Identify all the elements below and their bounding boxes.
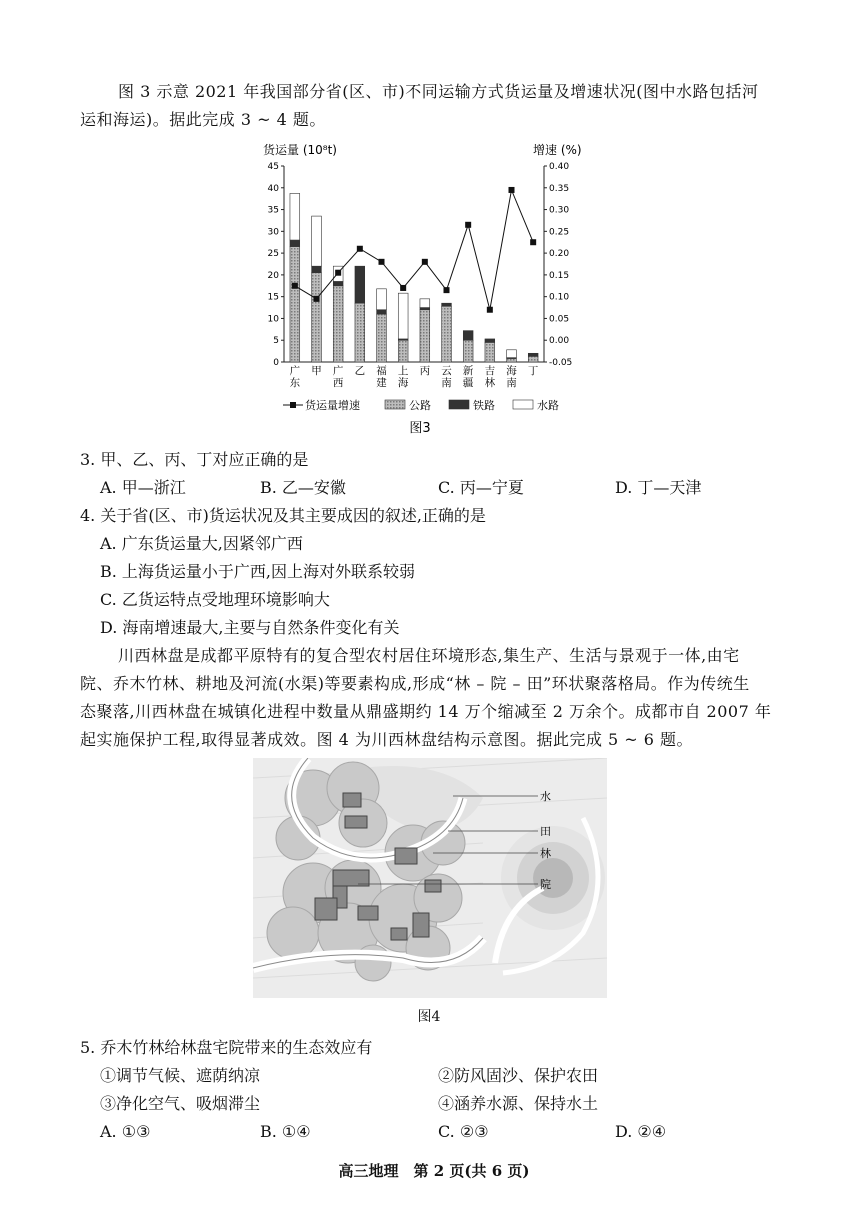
y2-ticks xyxy=(544,162,572,368)
x-tick-label: 广 xyxy=(332,365,344,377)
bar-road xyxy=(290,247,300,362)
y-tick-label: 25 xyxy=(267,249,279,260)
bar-rail xyxy=(442,303,452,306)
q3-option-b[interactable]: B. 乙—安徽 xyxy=(260,478,346,497)
y-tick-label: 40 xyxy=(267,183,279,194)
x-tick-label: 丙 xyxy=(419,365,431,377)
x-tick-label: 上 xyxy=(397,365,409,377)
growth-point xyxy=(379,259,385,265)
y-axis-label: 货运量 (10⁸t) xyxy=(263,143,337,157)
x-tick-label: 海 xyxy=(397,377,409,389)
bar-rail xyxy=(485,339,495,342)
bar-water xyxy=(420,299,430,308)
bar-road xyxy=(507,359,517,362)
y2-tick-label: 0.40 xyxy=(549,162,570,172)
page-footer: 高三地理 第 2 页(共 6 页) xyxy=(338,1162,530,1180)
figure-4-diagram xyxy=(253,758,607,998)
x-tick-labels xyxy=(290,364,539,389)
y2-tick-label: 0.25 xyxy=(549,227,570,238)
growth-point xyxy=(487,307,493,313)
legend-road: 公路 xyxy=(409,399,431,412)
q5-stem: 5. 乔木竹林给林盘宅院带来的生态效应有 xyxy=(80,1038,373,1057)
growth-point xyxy=(357,246,363,252)
q5-statement-2: ②防风固沙、保护农田 xyxy=(438,1066,599,1085)
bar-road xyxy=(442,306,452,362)
y-tick-label: 15 xyxy=(267,292,279,303)
q5-option-c[interactable]: C. ②③ xyxy=(438,1122,489,1141)
bar-rail xyxy=(377,310,387,314)
bar-rail xyxy=(290,240,300,247)
bar-road xyxy=(463,340,473,362)
bar-road xyxy=(485,342,495,362)
label-field: 田 xyxy=(540,825,551,838)
growth-line xyxy=(295,190,533,310)
y-ticks xyxy=(268,162,284,368)
x-tick-label: 丁 xyxy=(527,365,539,377)
chart-legend xyxy=(283,398,559,412)
q4-option-b[interactable]: B. 上海货运量小于广西,因上海对外联系较弱 xyxy=(100,562,416,581)
figure-3-chart xyxy=(255,140,585,440)
y-tick-label: 45 xyxy=(267,162,279,172)
y-tick-label: 35 xyxy=(267,205,279,216)
growth-point xyxy=(422,259,428,265)
x-tick-label: 南 xyxy=(441,377,452,389)
bar-rail xyxy=(333,281,343,285)
growth-point xyxy=(530,239,536,245)
bar-water xyxy=(398,293,408,339)
y-tick-label: 20 xyxy=(267,270,279,281)
growth-point xyxy=(509,187,515,193)
intro-3-line1: 图 3 示意 2021 年我国部分省(区、市)不同运输方式货运量及增速状况(图中水路包括河 xyxy=(118,82,759,101)
legend-water: 水路 xyxy=(537,399,559,412)
figure-3-caption: 图3 xyxy=(409,421,431,436)
x-tick-label: 云 xyxy=(441,365,452,377)
y-tick-label: 0 xyxy=(273,358,279,368)
growth-point xyxy=(400,285,406,291)
bar-rail xyxy=(312,266,322,273)
bar-road xyxy=(312,273,322,362)
growth-point xyxy=(292,283,298,289)
y2-tick-label: -0.05 xyxy=(549,358,573,368)
label-forest: 林 xyxy=(540,847,551,860)
growth-line-layer xyxy=(292,187,536,313)
x-tick-label: 西 xyxy=(332,377,344,389)
y2-axis-label: 增速 (%) xyxy=(533,143,582,157)
y-tick-label: 5 xyxy=(273,336,279,347)
q4-option-c[interactable]: C. 乙货运特点受地理环境影响大 xyxy=(100,590,330,609)
bar-road xyxy=(333,286,343,362)
y2-tick-label: 0.10 xyxy=(549,292,570,303)
intro-5-line1: 川西林盘是成都平原特有的复合型农村居住环境形态,集生产、生活与景观于一体,由宅 xyxy=(118,646,740,665)
legend-rail: 铁路 xyxy=(473,399,495,412)
q5-statement-3: ③净化空气、吸烟滞尘 xyxy=(100,1094,261,1113)
q5-option-d[interactable]: D. ②④ xyxy=(615,1122,667,1141)
x-tick-label: 甲 xyxy=(311,365,322,377)
figure-4-caption: 图4 xyxy=(417,1009,441,1025)
intro-3-line2: 运和海运)。据此完成 3 ~ 4 题。 xyxy=(80,110,326,129)
bar-road xyxy=(420,310,430,362)
x-tick-label: 吉 xyxy=(484,365,496,377)
q4-option-d[interactable]: D. 海南增速最大,主要与自然条件变化有关 xyxy=(100,618,400,637)
bar-water xyxy=(290,193,300,240)
intro-5-line4: 起实施保护工程,取得显著成效。图 4 为川西林盘结构示意图。据此完成 5 ~ 6 题。 xyxy=(80,730,694,749)
bar-water xyxy=(377,289,387,310)
label-yard: 院 xyxy=(540,878,551,891)
bar-rail xyxy=(355,266,365,303)
x-tick-label: 东 xyxy=(289,377,301,389)
q4-option-a[interactable]: A. 广东货运量大,因紧邻广西 xyxy=(100,534,303,553)
bar-rail xyxy=(463,331,473,341)
growth-point xyxy=(465,222,471,228)
q3-option-a[interactable]: A. 甲—浙江 xyxy=(100,478,186,497)
x-tick-label: 乙 xyxy=(354,365,366,377)
x-tick-label: 南 xyxy=(506,377,517,389)
bar-road xyxy=(528,356,538,362)
intro-5-line3: 态聚落,川西林盘在城镇化进程中数量从鼎盛期约 14 万个缩减至 2 万余个。成都市自 2007 年 xyxy=(80,702,772,721)
y2-tick-label: 0.00 xyxy=(549,336,570,347)
x-tick-label: 疆 xyxy=(462,377,474,389)
label-water: 水 xyxy=(540,790,551,803)
bar-water xyxy=(507,350,517,358)
x-tick-label: 海 xyxy=(506,365,517,377)
intro-5-line2: 院、乔木竹林、耕地及河流(水渠)等要素构成,形成“林 – 院 – 田”环状聚落格局。作为传统生 xyxy=(80,674,750,693)
bar-rail xyxy=(420,308,430,310)
x-tick-label: 建 xyxy=(376,377,387,389)
growth-point xyxy=(335,270,341,276)
x-tick-label: 新 xyxy=(462,365,474,377)
bar-road xyxy=(398,340,408,362)
x-tick-label: 林 xyxy=(484,377,496,389)
y2-tick-label: 0.15 xyxy=(549,270,570,281)
q5-option-a[interactable]: A. ①③ xyxy=(100,1122,151,1141)
q5-statement-1: ①调节气候、遮荫纳凉 xyxy=(100,1066,261,1085)
q5-option-b[interactable]: B. ①④ xyxy=(260,1122,311,1141)
bars-layer xyxy=(290,193,538,362)
q5-statement-4: ④涵养水源、保持水土 xyxy=(438,1094,599,1113)
y-tick-label: 30 xyxy=(267,227,279,238)
y2-tick-label: 0.30 xyxy=(549,205,570,216)
q4-stem: 4. 关于省(区、市)货运状况及其主要成因的叙述,正确的是 xyxy=(80,506,486,525)
y2-tick-label: 0.35 xyxy=(549,183,570,194)
x-tick-label: 福 xyxy=(376,365,387,377)
bar-road xyxy=(355,303,365,362)
legend-growth: 货运量增速 xyxy=(305,399,360,412)
x-tick-label: 广 xyxy=(289,365,301,377)
growth-point xyxy=(444,287,450,293)
q3-option-d[interactable]: D. 丁—天津 xyxy=(615,478,702,497)
bar-rail xyxy=(528,353,538,356)
q3-option-c[interactable]: C. 丙—宁夏 xyxy=(438,478,524,497)
growth-point xyxy=(314,296,320,302)
bar-road xyxy=(377,314,387,362)
y2-tick-label: 0.05 xyxy=(549,314,570,325)
bar-water xyxy=(312,216,322,266)
q3-stem: 3. 甲、乙、丙、丁对应正确的是 xyxy=(80,450,309,469)
y-tick-label: 10 xyxy=(267,314,279,325)
y2-tick-label: 0.20 xyxy=(549,249,570,260)
